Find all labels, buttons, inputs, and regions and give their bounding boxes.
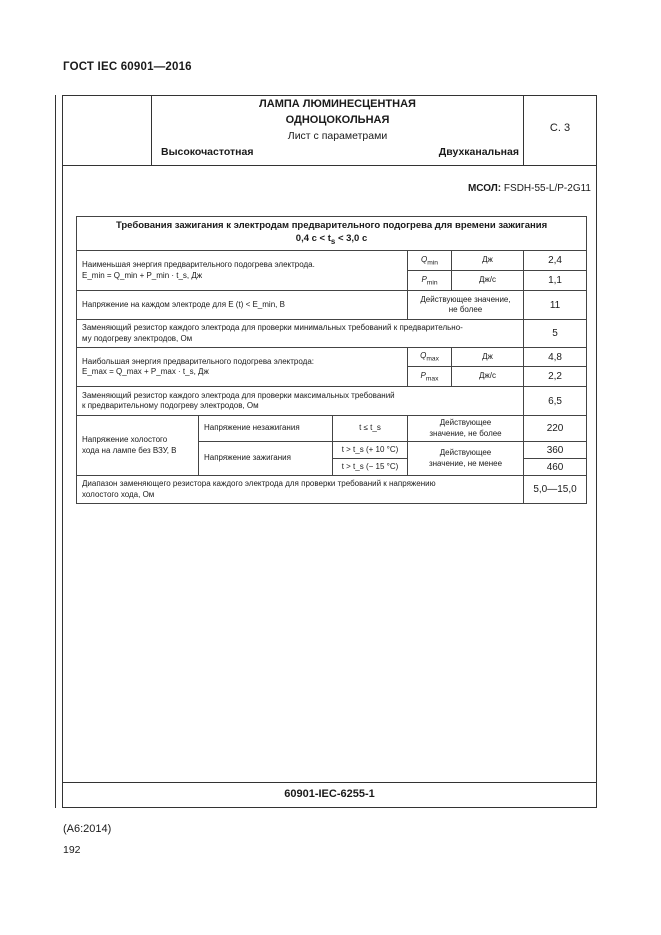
ignition-value-minus15: 460 [524, 459, 587, 476]
max-energy-formula: E_max = Q_max + P_max · t_s, Дж [82, 367, 209, 377]
two-channel-label: Двухканальная [438, 146, 519, 158]
q-max-value: 4,8 [524, 348, 587, 367]
non-ignition-value: 220 [524, 416, 587, 442]
p-min-unit: Дж/с [452, 271, 524, 291]
resistor-range-value: 5,0—15,0 [524, 476, 587, 504]
non-ignition-qualifier: Действующее значение, не более [408, 416, 524, 442]
sheet-subtitle: Лист с параметрами [287, 130, 388, 142]
standard-designation: ГОСТ IEC 60901—2016 [63, 61, 192, 73]
mcol-designation [380, 183, 591, 194]
table-heading-line1: Требования зажигания к электродам предварительного подогрева для времени зажигания [115, 220, 548, 231]
electrode-voltage-condition: Действующее значение, не более [408, 291, 524, 320]
min-resistor-value: 5 [524, 320, 587, 348]
ignition-requirements-table [76, 216, 587, 504]
non-ignition-condition: t ≤ t_s [333, 416, 408, 442]
sheet-title-line1: ЛАМПА ЛЮМИНЕСЦЕНТНАЯ [259, 98, 416, 110]
table-heading-line2: 0,4 $с < t_s < 3,0$ с [295, 232, 368, 246]
ignition-value-plus10: 360 [524, 442, 587, 459]
table-heading [77, 217, 587, 251]
q-max-unit: Дж [452, 348, 524, 367]
high-frequency-label: Высокочастотная [161, 146, 254, 158]
footer-divider [62, 782, 597, 783]
ignition-condition-minus15: t > t_s (− 15 °C) [333, 459, 408, 476]
q-min-symbol: $Q_{min}$ [408, 251, 452, 271]
non-ignition-voltage-label: Напряжение незажигания [199, 416, 333, 442]
mcol-value: FSDH-55-L/P-2G11 [503, 183, 591, 194]
q-min-value: 2,4 [524, 251, 587, 271]
p-max-unit: Дж/с [452, 367, 524, 387]
p-max-value: 2,2 [524, 367, 587, 387]
max-resistor-value: 6,5 [524, 387, 587, 416]
electrode-voltage-value: 11 [524, 291, 587, 320]
p-min-value: 1,1 [524, 271, 587, 291]
header-divider [62, 165, 597, 166]
sheet-title-line2: ОДНОЦОКОЛЬНАЯ [285, 114, 390, 126]
frame-binding-line [55, 95, 56, 808]
amendment-note: (А6:2014) [63, 823, 112, 835]
max-resistor-label: Заменяющий резистор каждого электрода для проверки максимальных требований к предварительному подогреву электродов, Ом [77, 387, 524, 416]
page-number: 192 [63, 844, 81, 856]
header-left-cell [62, 95, 152, 165]
ignition-qualifier: Действующее значение, не менее [408, 442, 524, 476]
sheet-code: 60901-IEC-6255-1 [284, 788, 375, 800]
p-max-symbol: $P_{max}$ [408, 367, 452, 387]
electrode-voltage-label: Напряжение на каждом электроде для E (t) < E_min, В [77, 291, 408, 320]
sheet-page-label: С. 3 [549, 122, 571, 134]
q-max-symbol: $Q_{max}$ [408, 348, 452, 367]
resistor-range-label: Диапазон заменяющего резистора каждого электрода для проверки требований к напряжению холостого хода, Ом [77, 476, 524, 504]
min-energy-formula: E_min = Q_min + P_min · t_s, Дж [82, 270, 203, 280]
open-circuit-voltage-label: Напряжение холостого хода на лампе без ВЗУ, В [77, 416, 199, 476]
ignition-voltage-label: Напряжение зажигания [199, 442, 333, 476]
p-min-symbol: $P_{min}$ [408, 271, 452, 291]
ignition-condition-plus10: t > t_s (+ 10 °C) [333, 442, 408, 459]
q-min-unit: Дж [452, 251, 524, 271]
max-energy-label: Наибольшая энергия предварительного подогрева электрода: E_max = Q_max + P_max · t_s, Дж [77, 348, 408, 387]
min-energy-label: Наименьшая энергия предварительного подогрева электрода. E_min = Q_min + P_min · t_s, Дж [77, 251, 408, 291]
mcol-label: МСОЛ: [467, 183, 502, 194]
min-resistor-label: Заменяющий резистор каждого электрода для проверки минимальных требований к предварительно- му подогреву электродов, Ом [77, 320, 524, 348]
